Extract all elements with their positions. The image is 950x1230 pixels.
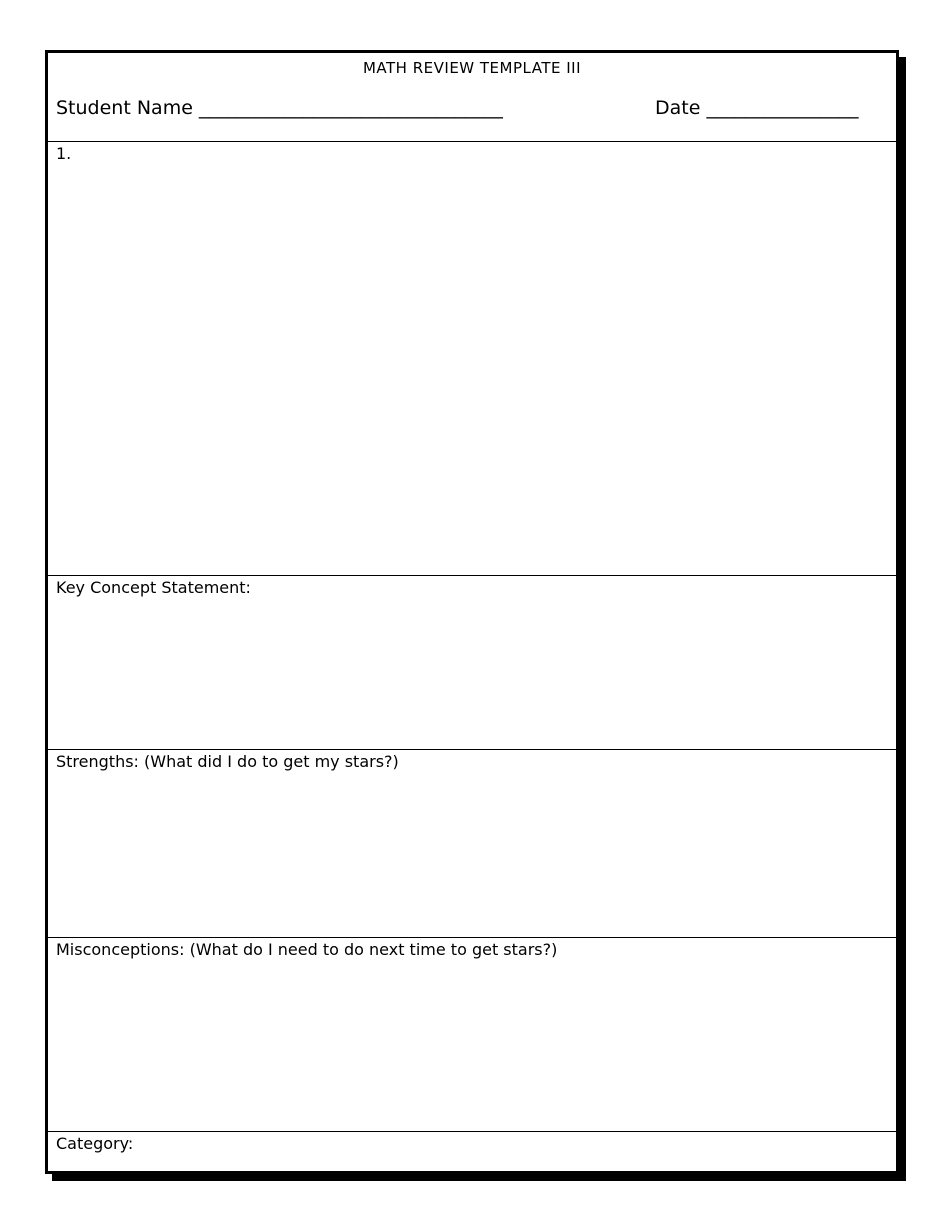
strengths-section[interactable] — [48, 749, 896, 937]
misconceptions-label: Misconceptions: (What do I need to do next time to get stars?) — [56, 940, 558, 959]
problem-number-label: 1. — [56, 144, 72, 163]
date-field[interactable]: Date ________________ — [655, 97, 859, 119]
problem-section[interactable] — [48, 141, 896, 575]
worksheet-page — [45, 50, 899, 1174]
key-concept-section[interactable] — [48, 575, 896, 749]
category-label: Category: — [56, 1134, 134, 1153]
page-title: MATH REVIEW TEMPLATE III — [362, 59, 581, 77]
category-section[interactable] — [48, 1131, 896, 1172]
strengths-label: Strengths: (What did I do to get my stars?) — [56, 752, 399, 771]
misconceptions-section[interactable] — [48, 937, 896, 1131]
student-name-field[interactable]: Student Name ________________________________ — [56, 97, 503, 119]
key-concept-label: Key Concept Statement: — [56, 578, 251, 597]
